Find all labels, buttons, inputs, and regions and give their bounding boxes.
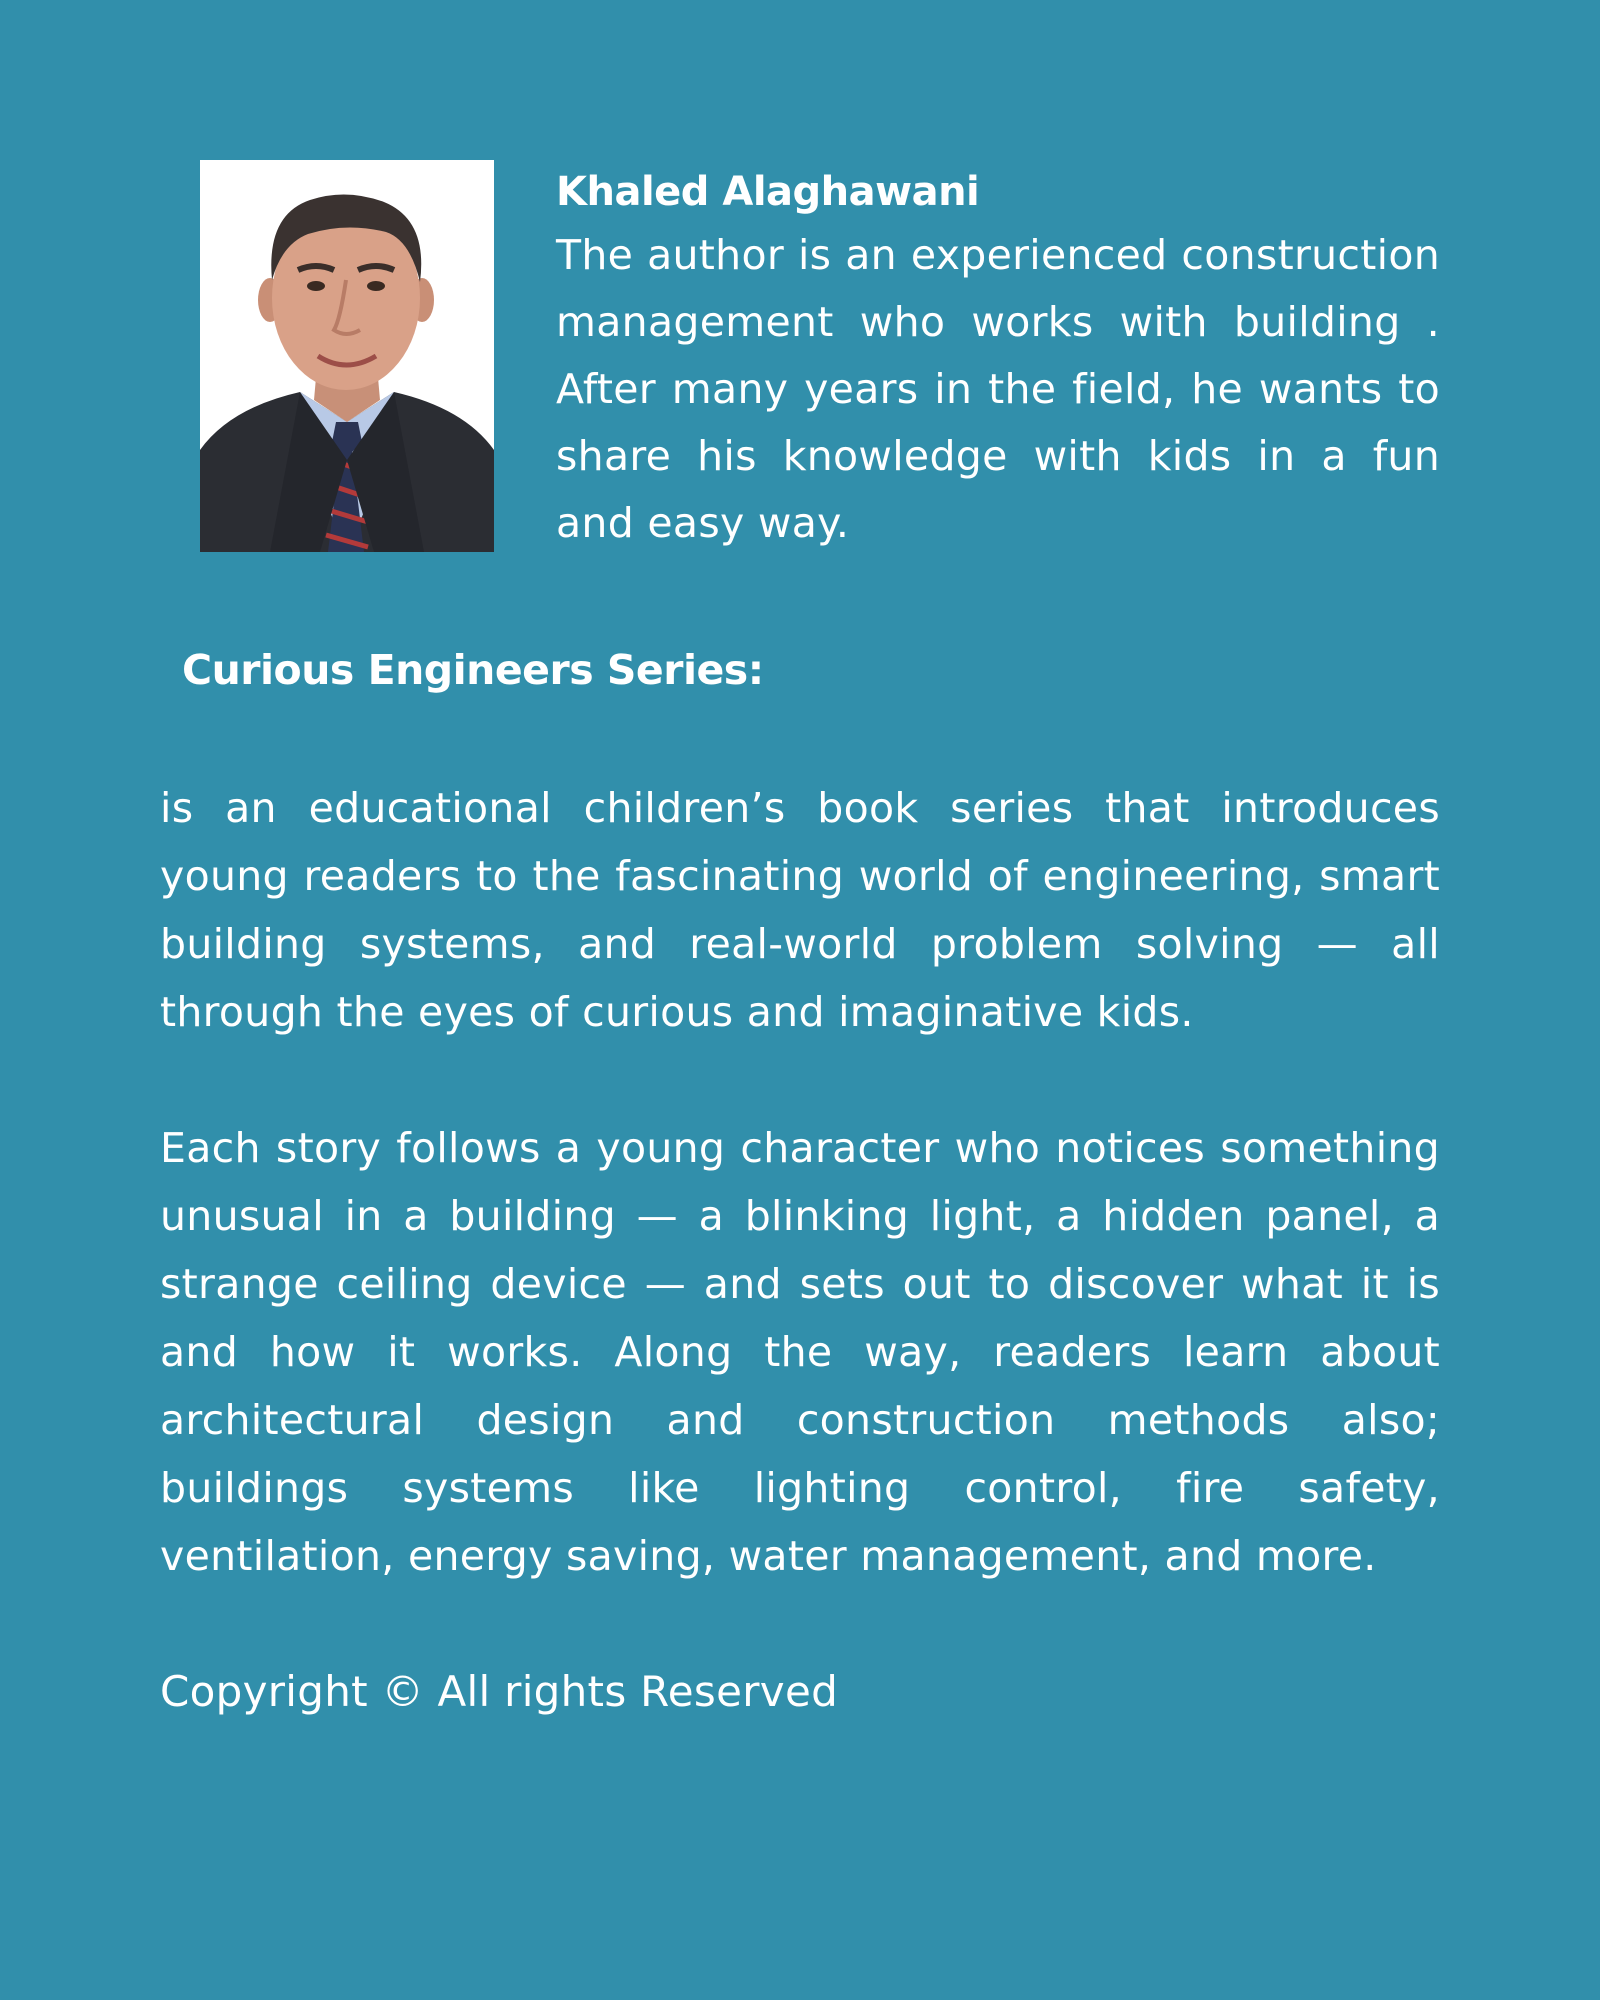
series-description-paragraph: is an educational children’s book series that introduces young readers to the fascinating world of engineering, smart building systems, and real-world problem solving — all through the eyes of curious and imaginative kids.	[160, 784, 1440, 1036]
author-name: Khaled Alaghawani	[556, 169, 980, 215]
author-portrait-image	[200, 160, 494, 552]
copyright-notice: Copyright © All rights Reserved	[160, 1667, 839, 1716]
author-photo	[200, 160, 494, 552]
series-story-paragraph: Each story follows a young character who notices something unusual in a building — a blinking light, a hidden panel, a strange ceiling device — and sets out to discover what it is and how it works. Along the way, readers learn about architectural design and construction methods also; buildings systems like lighting control, fire safety, ventilation, energy saving, water management, and more.	[160, 1124, 1440, 1580]
author-section	[556, 162, 1440, 557]
author-bio: The author is an experienced construction management who works with building . After many years in the field, he wants to share his knowledge with kids in a fun and easy way.	[556, 231, 1440, 547]
series-title: Curious Engineers Series:	[182, 646, 764, 694]
